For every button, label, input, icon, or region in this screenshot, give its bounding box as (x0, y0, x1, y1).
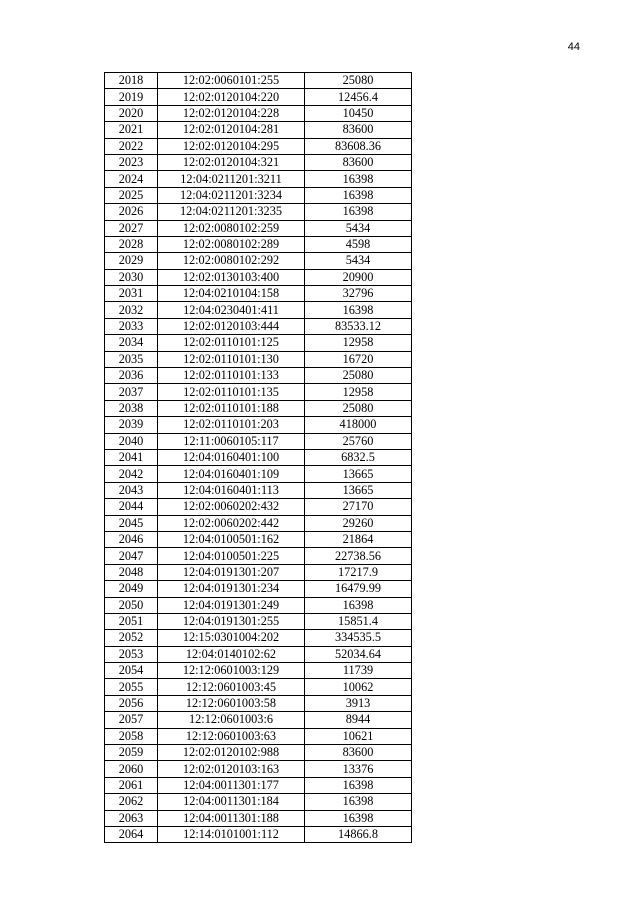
cadastral-number-cell: 12:04:0210104:158 (158, 286, 305, 302)
table-row (105, 597, 412, 613)
table-row (105, 482, 412, 498)
value-cell: 12456.4 (305, 89, 412, 105)
cadastral-number-cell: 12:04:0160401:100 (158, 449, 305, 465)
value-cell: 16479.99 (305, 581, 412, 597)
cadastral-number-cell: 12:02:0110101:133 (158, 368, 305, 384)
table-row (105, 745, 412, 761)
row-number-cell: 2044 (105, 499, 158, 515)
table-row (105, 433, 412, 449)
value-cell: 11739 (305, 663, 412, 679)
value-cell: 334535.5 (305, 630, 412, 646)
value-cell: 25080 (305, 400, 412, 416)
cadastral-number-cell: 12:04:0011301:177 (158, 777, 305, 793)
row-number-cell: 2027 (105, 220, 158, 236)
cadastral-number-cell: 12:02:0120104:281 (158, 122, 305, 138)
value-cell: 418000 (305, 417, 412, 433)
row-number-cell: 2026 (105, 204, 158, 220)
value-cell: 83533.12 (305, 318, 412, 334)
table-row (105, 728, 412, 744)
row-number-cell: 2054 (105, 663, 158, 679)
row-number-cell: 2045 (105, 515, 158, 531)
table-row (105, 531, 412, 547)
table-row (105, 564, 412, 580)
value-cell: 10062 (305, 679, 412, 695)
row-number-cell: 2048 (105, 564, 158, 580)
row-number-cell: 2061 (105, 777, 158, 793)
value-cell: 27170 (305, 499, 412, 515)
row-number-cell: 2062 (105, 794, 158, 810)
table-row (105, 154, 412, 170)
cadastral-number-cell: 12:04:0211201:3234 (158, 187, 305, 203)
table-row (105, 777, 412, 793)
cadastral-number-cell: 12:15:0301004:202 (158, 630, 305, 646)
row-number-cell: 2064 (105, 826, 158, 842)
value-cell: 16398 (305, 171, 412, 187)
row-number-cell: 2043 (105, 482, 158, 498)
value-cell: 29260 (305, 515, 412, 531)
value-cell: 12958 (305, 384, 412, 400)
row-number-cell: 2024 (105, 171, 158, 187)
table-row (105, 466, 412, 482)
table-row (105, 302, 412, 318)
cadastral-number-cell: 12:02:0120103:163 (158, 761, 305, 777)
value-cell: 16398 (305, 810, 412, 826)
cadastral-number-cell: 12:12:0601003:45 (158, 679, 305, 695)
table-row (105, 826, 412, 842)
row-number-cell: 2051 (105, 613, 158, 629)
table-row (105, 400, 412, 416)
value-cell: 16720 (305, 351, 412, 367)
value-cell: 25080 (305, 73, 412, 89)
table-row (105, 548, 412, 564)
cadastral-number-cell: 12:12:0601003:58 (158, 695, 305, 711)
table-row (105, 695, 412, 711)
cadastral-number-cell: 12:04:0100501:225 (158, 548, 305, 564)
value-cell: 13376 (305, 761, 412, 777)
cadastral-number-cell: 12:11:0060105:117 (158, 433, 305, 449)
row-number-cell: 2059 (105, 745, 158, 761)
data-table (104, 72, 412, 843)
table-row (105, 712, 412, 728)
cadastral-number-cell: 12:12:0601003:6 (158, 712, 305, 728)
table-row (105, 89, 412, 105)
row-number-cell: 2031 (105, 286, 158, 302)
row-number-cell: 2057 (105, 712, 158, 728)
value-cell: 16398 (305, 597, 412, 613)
cadastral-number-cell: 12:04:0011301:184 (158, 794, 305, 810)
cadastral-number-cell: 12:04:0191301:255 (158, 613, 305, 629)
cadastral-number-cell: 12:02:0120103:444 (158, 318, 305, 334)
value-cell: 52034.64 (305, 646, 412, 662)
row-number-cell: 2056 (105, 695, 158, 711)
row-number-cell: 2042 (105, 466, 158, 482)
cadastral-number-cell: 12:04:0160401:109 (158, 466, 305, 482)
value-cell: 16398 (305, 302, 412, 318)
table-body (105, 73, 412, 843)
value-cell: 3913 (305, 695, 412, 711)
row-number-cell: 2038 (105, 400, 158, 416)
cadastral-number-cell: 12:04:0191301:207 (158, 564, 305, 580)
table-row (105, 187, 412, 203)
cadastral-number-cell: 12:04:0211201:3211 (158, 171, 305, 187)
cadastral-number-cell: 12:04:0211201:3235 (158, 204, 305, 220)
cadastral-number-cell: 12:02:0120104:295 (158, 138, 305, 154)
row-number-cell: 2029 (105, 253, 158, 269)
cadastral-number-cell: 12:02:0080102:289 (158, 236, 305, 252)
value-cell: 14866.8 (305, 826, 412, 842)
value-cell: 17217.9 (305, 564, 412, 580)
value-cell: 83600 (305, 122, 412, 138)
cadastral-number-cell: 12:04:0100501:162 (158, 531, 305, 547)
table-row (105, 630, 412, 646)
value-cell: 10621 (305, 728, 412, 744)
cadastral-number-cell: 12:02:0060101:255 (158, 73, 305, 89)
table-row (105, 368, 412, 384)
table-row (105, 417, 412, 433)
value-cell: 83600 (305, 154, 412, 170)
table-row (105, 613, 412, 629)
cadastral-number-cell: 12:02:0110101:125 (158, 335, 305, 351)
cadastral-number-cell: 12:02:0120104:228 (158, 105, 305, 121)
row-number-cell: 2046 (105, 531, 158, 547)
table-row (105, 269, 412, 285)
row-number-cell: 2032 (105, 302, 158, 318)
row-number-cell: 2022 (105, 138, 158, 154)
row-number-cell: 2050 (105, 597, 158, 613)
table-row (105, 122, 412, 138)
table-row (105, 581, 412, 597)
table-row (105, 286, 412, 302)
table-row (105, 171, 412, 187)
cadastral-number-cell: 12:04:0160401:113 (158, 482, 305, 498)
table-row (105, 646, 412, 662)
row-number-cell: 2020 (105, 105, 158, 121)
value-cell: 6832.5 (305, 449, 412, 465)
table-row (105, 220, 412, 236)
row-number-cell: 2039 (105, 417, 158, 433)
row-number-cell: 2035 (105, 351, 158, 367)
table-row (105, 318, 412, 334)
value-cell: 15851.4 (305, 613, 412, 629)
row-number-cell: 2037 (105, 384, 158, 400)
row-number-cell: 2063 (105, 810, 158, 826)
value-cell: 32796 (305, 286, 412, 302)
row-number-cell: 2041 (105, 449, 158, 465)
value-cell: 25760 (305, 433, 412, 449)
value-cell: 16398 (305, 794, 412, 810)
row-number-cell: 2049 (105, 581, 158, 597)
value-cell: 16398 (305, 204, 412, 220)
value-cell: 13665 (305, 482, 412, 498)
row-number-cell: 2023 (105, 154, 158, 170)
cadastral-number-cell: 12:14:0101001:112 (158, 826, 305, 842)
table-row (105, 794, 412, 810)
value-cell: 13665 (305, 466, 412, 482)
value-cell: 10450 (305, 105, 412, 121)
row-number-cell: 2060 (105, 761, 158, 777)
cadastral-number-cell: 12:04:0011301:188 (158, 810, 305, 826)
cadastral-number-cell: 12:02:0080102:259 (158, 220, 305, 236)
row-number-cell: 2033 (105, 318, 158, 334)
value-cell: 83600 (305, 745, 412, 761)
row-number-cell: 2034 (105, 335, 158, 351)
table-row (105, 204, 412, 220)
cadastral-number-cell: 12:02:0060202:432 (158, 499, 305, 515)
table-row (105, 499, 412, 515)
value-cell: 4598 (305, 236, 412, 252)
value-cell: 5434 (305, 220, 412, 236)
cadastral-number-cell: 12:02:0110101:135 (158, 384, 305, 400)
value-cell: 16398 (305, 187, 412, 203)
cadastral-number-cell: 12:04:0230401:411 (158, 302, 305, 318)
row-number-cell: 2040 (105, 433, 158, 449)
row-number-cell: 2030 (105, 269, 158, 285)
table-row (105, 138, 412, 154)
row-number-cell: 2055 (105, 679, 158, 695)
cadastral-number-cell: 12:02:0120104:220 (158, 89, 305, 105)
cadastral-number-cell: 12:02:0080102:292 (158, 253, 305, 269)
value-cell: 8944 (305, 712, 412, 728)
cadastral-number-cell: 12:02:0120104:321 (158, 154, 305, 170)
row-number-cell: 2036 (105, 368, 158, 384)
table-row (105, 449, 412, 465)
table-row (105, 384, 412, 400)
value-cell: 25080 (305, 368, 412, 384)
cadastral-number-cell: 12:02:0130103:400 (158, 269, 305, 285)
table-row (105, 663, 412, 679)
value-cell: 83608.36 (305, 138, 412, 154)
value-cell: 5434 (305, 253, 412, 269)
row-number-cell: 2053 (105, 646, 158, 662)
table-row (105, 236, 412, 252)
cadastral-number-cell: 12:12:0601003:129 (158, 663, 305, 679)
cadastral-number-cell: 12:04:0191301:234 (158, 581, 305, 597)
cadastral-number-cell: 12:02:0060202:442 (158, 515, 305, 531)
cadastral-number-cell: 12:02:0110101:130 (158, 351, 305, 367)
row-number-cell: 2058 (105, 728, 158, 744)
row-number-cell: 2019 (105, 89, 158, 105)
table-row (105, 351, 412, 367)
cadastral-number-cell: 12:04:0140102:62 (158, 646, 305, 662)
value-cell: 22738.56 (305, 548, 412, 564)
cadastral-number-cell: 12:02:0110101:188 (158, 400, 305, 416)
value-cell: 21864 (305, 531, 412, 547)
table-row (105, 810, 412, 826)
row-number-cell: 2052 (105, 630, 158, 646)
row-number-cell: 2025 (105, 187, 158, 203)
cadastral-number-cell: 12:04:0191301:249 (158, 597, 305, 613)
table-row (105, 335, 412, 351)
table-row (105, 253, 412, 269)
page-number: 44 (567, 41, 580, 53)
table-row (105, 105, 412, 121)
row-number-cell: 2047 (105, 548, 158, 564)
cadastral-number-cell: 12:02:0110101:203 (158, 417, 305, 433)
value-cell: 12958 (305, 335, 412, 351)
table-row (105, 515, 412, 531)
row-number-cell: 2028 (105, 236, 158, 252)
table-row (105, 761, 412, 777)
value-cell: 16398 (305, 777, 412, 793)
row-number-cell: 2021 (105, 122, 158, 138)
value-cell: 20900 (305, 269, 412, 285)
cadastral-number-cell: 12:02:0120102:988 (158, 745, 305, 761)
cadastral-number-cell: 12:12:0601003:63 (158, 728, 305, 744)
table-row (105, 679, 412, 695)
table-row (105, 73, 412, 89)
row-number-cell: 2018 (105, 73, 158, 89)
